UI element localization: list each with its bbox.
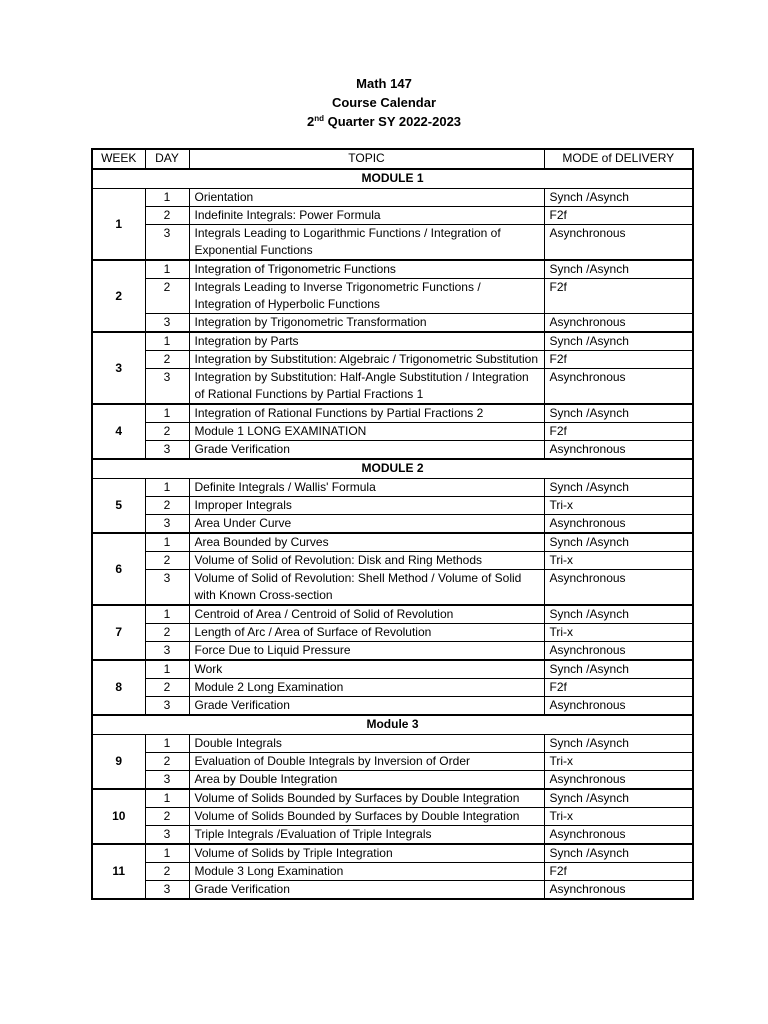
table-row <box>92 660 693 679</box>
table-header-row <box>92 149 693 169</box>
day-number: 3 <box>145 225 189 261</box>
delivery-mode: Synch /Asynch <box>544 479 693 497</box>
delivery-mode: Asynchronous <box>544 515 693 534</box>
day-number: 3 <box>145 441 189 460</box>
day-number: 2 <box>145 808 189 826</box>
table-row <box>92 605 693 624</box>
day-number: 3 <box>145 771 189 790</box>
module-heading: MODULE 1 <box>92 169 693 189</box>
day-number: 2 <box>145 679 189 697</box>
topic-cell: Centroid of Area / Centroid of Solid of Revolution <box>189 605 544 624</box>
delivery-mode: F2f <box>544 863 693 881</box>
delivery-mode: Synch /Asynch <box>544 789 693 808</box>
topic-cell: Integration by Substitution: Half-Angle Substitution / Integration of Rational Functions by Partial Fractions 1 <box>189 369 544 405</box>
day-number: 1 <box>145 735 189 753</box>
table-row <box>92 479 693 497</box>
table-row <box>92 351 693 369</box>
week-number: 7 <box>92 605 145 660</box>
delivery-mode: Tri-x <box>544 497 693 515</box>
day-number: 3 <box>145 697 189 716</box>
delivery-mode: F2f <box>544 207 693 225</box>
topic-cell: Length of Arc / Area of Surface of Revolution <box>189 624 544 642</box>
table-row <box>92 260 693 279</box>
delivery-mode: Asynchronous <box>544 570 693 606</box>
course-code: Math 147 <box>356 76 412 91</box>
topic-cell: Improper Integrals <box>189 497 544 515</box>
topic-cell: Double Integrals <box>189 735 544 753</box>
table-row <box>92 369 693 405</box>
quarter-rest: Quarter SY 2022-2023 <box>323 114 462 129</box>
topic-cell: Module 2 Long Examination <box>189 679 544 697</box>
table-row <box>92 225 693 261</box>
topic-cell: Integration by Parts <box>189 332 544 351</box>
delivery-mode: Asynchronous <box>544 441 693 460</box>
table-row <box>92 863 693 881</box>
quarter-number: 2 <box>306 114 315 129</box>
day-number: 2 <box>145 552 189 570</box>
topic-cell: Definite Integrals / Wallis' Formula <box>189 479 544 497</box>
table-row <box>92 570 693 606</box>
topic-cell: Triple Integrals /Evaluation of Triple Integrals <box>189 826 544 845</box>
delivery-mode: Tri-x <box>544 753 693 771</box>
day-number: 2 <box>145 863 189 881</box>
day-number: 3 <box>145 515 189 534</box>
table-row <box>92 844 693 863</box>
week-number: 4 <box>92 404 145 459</box>
table-row <box>92 533 693 552</box>
delivery-mode: Synch /Asynch <box>544 844 693 863</box>
delivery-mode: Asynchronous <box>544 369 693 405</box>
topic-cell: Area Under Curve <box>189 515 544 534</box>
delivery-mode: Synch /Asynch <box>544 605 693 624</box>
day-number: 2 <box>145 423 189 441</box>
column-header-topic: TOPIC <box>189 149 544 169</box>
delivery-mode: Asynchronous <box>544 826 693 845</box>
document-header <box>0 74 768 131</box>
delivery-mode: Synch /Asynch <box>544 660 693 679</box>
day-number: 2 <box>145 351 189 369</box>
topic-cell: Module 1 LONG EXAMINATION <box>189 423 544 441</box>
week-number: 6 <box>92 533 145 605</box>
week-number: 2 <box>92 260 145 332</box>
day-number: 2 <box>145 497 189 515</box>
day-number: 3 <box>145 881 189 900</box>
delivery-mode: Asynchronous <box>544 771 693 790</box>
topic-cell: Integration by Substitution: Algebraic / Trigonometric Substitution <box>189 351 544 369</box>
column-header-day: DAY <box>145 149 189 169</box>
topic-cell: Force Due to Liquid Pressure <box>189 642 544 661</box>
day-number: 2 <box>145 207 189 225</box>
delivery-mode: Asynchronous <box>544 642 693 661</box>
table-row <box>92 515 693 534</box>
table-row <box>92 735 693 753</box>
table-row <box>92 789 693 808</box>
table-row <box>92 279 693 314</box>
week-number: 9 <box>92 735 145 790</box>
day-number: 1 <box>145 789 189 808</box>
module-heading: MODULE 2 <box>92 459 693 479</box>
day-number: 2 <box>145 624 189 642</box>
document-title: Course Calendar <box>331 95 437 110</box>
delivery-mode: F2f <box>544 423 693 441</box>
week-number: 5 <box>92 479 145 534</box>
module-row <box>92 715 693 735</box>
day-number: 1 <box>145 533 189 552</box>
quarter-ordinal: nd <box>314 114 324 123</box>
module-row <box>92 459 693 479</box>
delivery-mode: Synch /Asynch <box>544 189 693 207</box>
day-number: 1 <box>145 660 189 679</box>
delivery-mode: F2f <box>544 351 693 369</box>
table-row <box>92 808 693 826</box>
day-number: 3 <box>145 369 189 405</box>
day-number: 1 <box>145 404 189 423</box>
topic-cell: Integrals Leading to Logarithmic Functions / Integration of Exponential Functions <box>189 225 544 261</box>
table-row <box>92 404 693 423</box>
topic-cell: Grade Verification <box>189 881 544 900</box>
topic-cell: Evaluation of Double Integrals by Inversion of Order <box>189 753 544 771</box>
topic-cell: Volume of Solid of Revolution: Disk and Ring Methods <box>189 552 544 570</box>
day-number: 1 <box>145 844 189 863</box>
delivery-mode: Synch /Asynch <box>544 332 693 351</box>
week-number: 1 <box>92 189 145 261</box>
delivery-mode: Tri-x <box>544 552 693 570</box>
topic-cell: Indefinite Integrals: Power Formula <box>189 207 544 225</box>
topic-cell: Integration of Rational Functions by Partial Fractions 2 <box>189 404 544 423</box>
table-row <box>92 314 693 333</box>
topic-cell: Work <box>189 660 544 679</box>
week-number: 11 <box>92 844 145 899</box>
delivery-mode: Asynchronous <box>544 314 693 333</box>
day-number: 3 <box>145 570 189 606</box>
delivery-mode: Tri-x <box>544 808 693 826</box>
day-number: 3 <box>145 314 189 333</box>
delivery-mode: Synch /Asynch <box>544 404 693 423</box>
delivery-mode: Asynchronous <box>544 881 693 900</box>
table-row <box>92 881 693 900</box>
module-row <box>92 169 693 189</box>
table-row <box>92 441 693 460</box>
topic-cell: Volume of Solids Bounded by Surfaces by Double Integration <box>189 789 544 808</box>
column-header-mode: MODE of DELIVERY <box>544 149 693 169</box>
course-calendar-table <box>91 148 694 900</box>
day-number: 2 <box>145 279 189 314</box>
day-number: 1 <box>145 479 189 497</box>
day-number: 2 <box>145 753 189 771</box>
table-row <box>92 423 693 441</box>
day-number: 1 <box>145 189 189 207</box>
week-number: 8 <box>92 660 145 715</box>
table-row <box>92 332 693 351</box>
topic-cell: Area by Double Integration <box>189 771 544 790</box>
table-row <box>92 826 693 845</box>
day-number: 1 <box>145 605 189 624</box>
week-number: 10 <box>92 789 145 844</box>
delivery-mode: F2f <box>544 679 693 697</box>
delivery-mode: Tri-x <box>544 624 693 642</box>
day-number: 3 <box>145 642 189 661</box>
delivery-mode: F2f <box>544 279 693 314</box>
delivery-mode: Asynchronous <box>544 697 693 716</box>
table-row <box>92 189 693 207</box>
topic-cell: Integration by Trigonometric Transformation <box>189 314 544 333</box>
topic-cell: Volume of Solids by Triple Integration <box>189 844 544 863</box>
module-heading: Module 3 <box>92 715 693 735</box>
day-number: 1 <box>145 260 189 279</box>
topic-cell: Volume of Solids Bounded by Surfaces by Double Integration <box>189 808 544 826</box>
table-row <box>92 552 693 570</box>
delivery-mode: Synch /Asynch <box>544 533 693 552</box>
delivery-mode: Synch /Asynch <box>544 260 693 279</box>
topic-cell: Grade Verification <box>189 697 544 716</box>
topic-cell: Volume of Solid of Revolution: Shell Method / Volume of Solid with Known Cross-section <box>189 570 544 606</box>
table-row <box>92 207 693 225</box>
table-row <box>92 642 693 661</box>
day-number: 3 <box>145 826 189 845</box>
quarter-label <box>0 112 768 131</box>
table-row <box>92 497 693 515</box>
topic-cell: Grade Verification <box>189 441 544 460</box>
calendar-body <box>92 169 693 899</box>
topic-cell: Integrals Leading to Inverse Trigonometric Functions / Integration of Hyperbolic Functions <box>189 279 544 314</box>
topic-cell: Module 3 Long Examination <box>189 863 544 881</box>
delivery-mode: Asynchronous <box>544 225 693 261</box>
topic-cell: Integration of Trigonometric Functions <box>189 260 544 279</box>
table-row <box>92 697 693 716</box>
delivery-mode: Synch /Asynch <box>544 735 693 753</box>
table-row <box>92 624 693 642</box>
topic-cell: Area Bounded by Curves <box>189 533 544 552</box>
table-row <box>92 679 693 697</box>
table-row <box>92 753 693 771</box>
day-number: 1 <box>145 332 189 351</box>
topic-cell: Orientation <box>189 189 544 207</box>
week-number: 3 <box>92 332 145 404</box>
column-header-week: WEEK <box>92 149 145 169</box>
table-row <box>92 771 693 790</box>
